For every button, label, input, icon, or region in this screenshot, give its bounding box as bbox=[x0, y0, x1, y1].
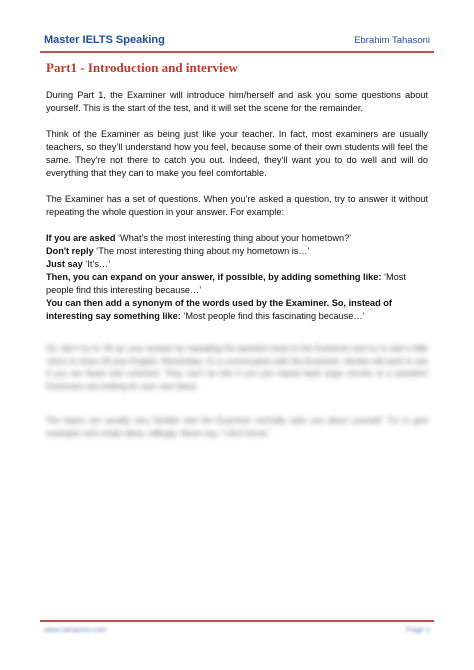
example-text: ‘What’s the most interesting thing about your hometown?’ bbox=[115, 233, 352, 243]
example-label: You can then add a synonym of the words used by the Examiner. So, instead of interesting say something like: bbox=[46, 298, 392, 321]
header-divider bbox=[40, 51, 434, 53]
page-header bbox=[44, 34, 430, 52]
blurred-paragraph: The topics are usually very familiar and the Examiner normally asks you about yourself. Try to give examples and create ideas, willingly. Never say, ‘I don’t know.’ bbox=[46, 416, 428, 438]
example-text: ‘Most people find this interesting because…’ bbox=[46, 272, 406, 295]
header-author: Ebrahim Tahasoni bbox=[354, 35, 430, 46]
examiner-paragraph: Think of the Examiner as being just like your teacher. In fact, most examiners are usually teachers, so they’ll understand how you feel, because some of their own students will feel the same. They’re not there to catch you out. Indeed, they’ll want you to do well and will do everything that they can to make you feel comfortable. bbox=[46, 129, 428, 178]
example-label: Then, you can expand on your answer, if possible, by adding something like: bbox=[46, 272, 382, 282]
blurred-preview bbox=[46, 343, 428, 440]
example-text: ‘Most people find this fascinating because…’ bbox=[180, 311, 365, 321]
blurred-paragraph: So, don’t try to ‘fill up’ your answer by repeating the question back to the Examiner and try to add a little ‘extra’ to show off your English. Remember, it’s a conversation with the Examiner. He/she will want to see if you are fluent and coherent. They can’t do this if you just repeat back large chunks of a question! Examiners are looking for your own ideas. bbox=[46, 344, 428, 391]
example-line bbox=[46, 258, 428, 271]
example-label: Just say bbox=[46, 259, 83, 269]
page-content bbox=[46, 60, 428, 462]
example-label: If you are asked bbox=[46, 233, 116, 243]
footer-page-number: Page 1 bbox=[406, 625, 430, 634]
example-label: Don't reply bbox=[46, 246, 94, 256]
example-text: ‘It’s…’ bbox=[82, 259, 111, 269]
example-text: ‘The most interesting thing about my hometown is…’ bbox=[93, 246, 310, 256]
example-line bbox=[46, 271, 428, 297]
intro-paragraph: During Part 1, the Examiner will introduce him/herself and ask you some questions about yourself. This is the start of the test, and it will set the scene for the remainder. bbox=[46, 90, 428, 113]
page-footer bbox=[44, 625, 430, 637]
footer-divider bbox=[40, 620, 434, 622]
example-dialogue bbox=[46, 232, 428, 323]
example-line bbox=[46, 245, 428, 258]
questions-paragraph: The Examiner has a set of questions. When you’re asked a question, try to answer it without repeating the whole question in your answer. For example: bbox=[46, 194, 428, 217]
example-line bbox=[46, 232, 428, 245]
section-title: Part1 - Introduction and interview bbox=[46, 60, 238, 75]
example-line bbox=[46, 297, 428, 323]
header-title: Master IELTS Speaking bbox=[44, 34, 165, 46]
footer-website: www.tahasoni.com bbox=[44, 625, 107, 634]
